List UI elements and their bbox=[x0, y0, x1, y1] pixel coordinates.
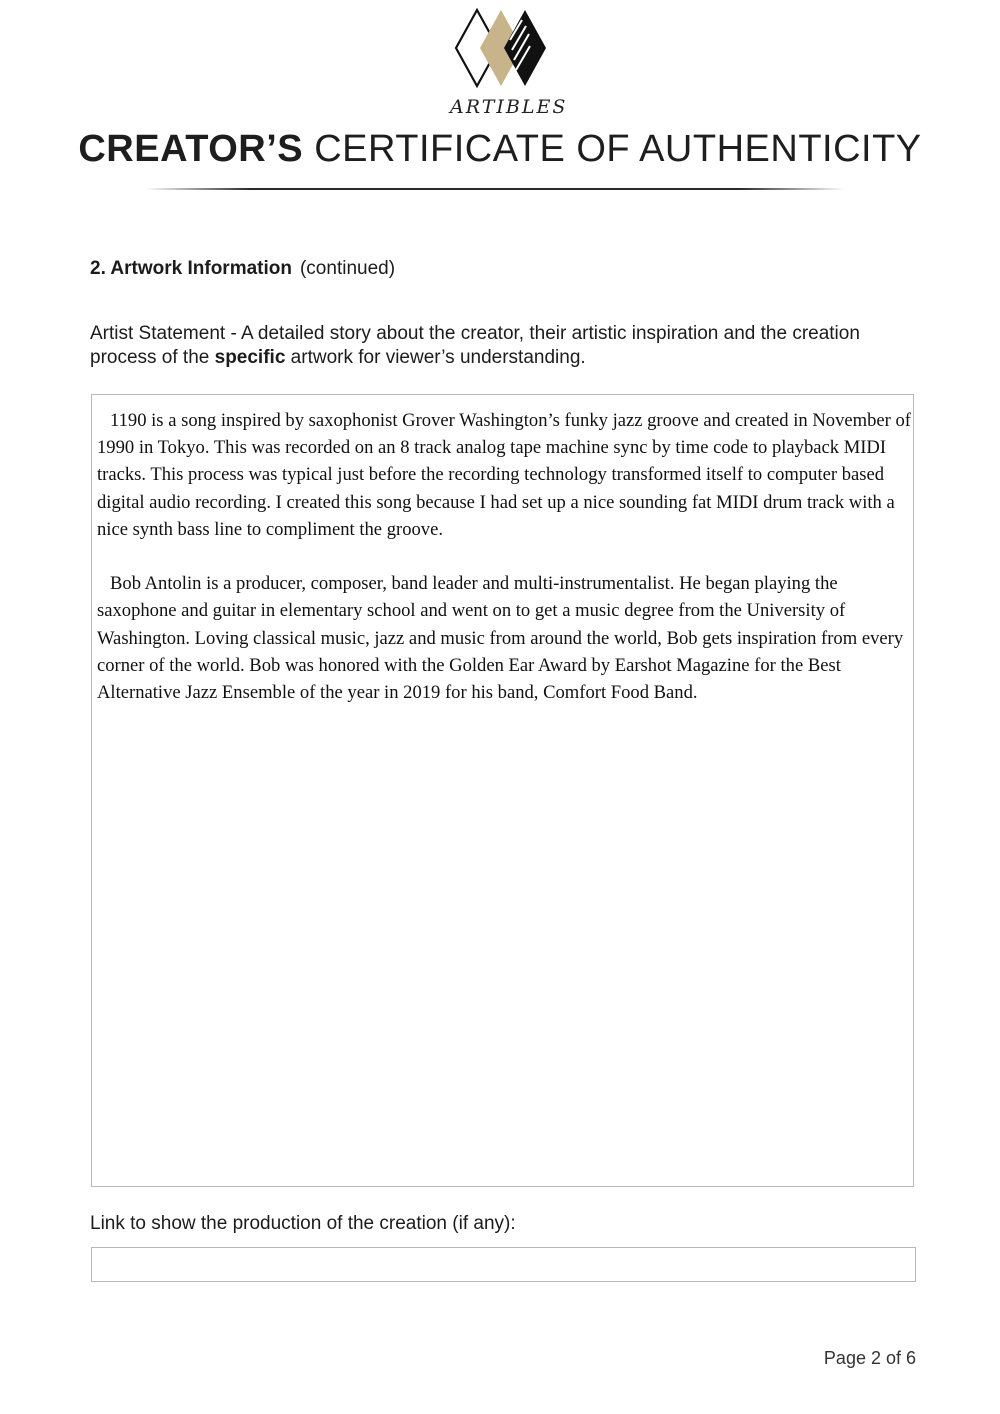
title-rest: CERTIFICATE OF AUTHENTICITY bbox=[314, 128, 922, 170]
statement-label-part2: artwork for viewer’s understanding. bbox=[285, 347, 586, 368]
logo-diamonds-icon bbox=[450, 6, 552, 94]
statement-paragraph: Bob Antolin is a producer, composer, band leader and multi-instrumentalist. He began playing the saxophone and guitar in elementary school and went on to get a music degree from the University of Washington. Loving classical music, jazz and music from around the world, Bob gets inspiration from every corner of the world. Bob was honored with the Golden Ear Award by Earshot Magazine for the Best Alternative Jazz Ensemble of the year in 2019 for his band, Comfort Food Band. bbox=[97, 573, 904, 704]
page-number: Page 2 of 6 bbox=[823, 1348, 916, 1368]
production-link-label: Link to show the production of the creation (if any): bbox=[90, 1213, 516, 1234]
title-divider bbox=[145, 188, 845, 190]
section-continued: (continued) bbox=[299, 258, 396, 279]
title-bold: CREATOR’S bbox=[78, 128, 304, 170]
artist-statement-text bbox=[97, 407, 913, 733]
section-heading bbox=[90, 258, 395, 280]
statement-label-part1: Artist Statement - A detailed story about the creator, their artistic inspiration and the creation process of the bbox=[90, 323, 860, 368]
section-title: 2. Artwork Information bbox=[90, 258, 292, 279]
artist-statement-label bbox=[90, 322, 890, 370]
production-link-field[interactable] bbox=[91, 1247, 916, 1282]
logo-wordmark: ARTIBLES bbox=[450, 96, 568, 118]
artibles-logo bbox=[450, 6, 568, 126]
statement-paragraph: 1190 is a song inspired by saxophonist Grover Washington’s funky jazz groove and created in November of 1990 in Tokyo. This was recorded on an 8 track analog tape machine sync by time code to playback MIDI tracks. This process was typical just before the recording technology transformed itself to computer based digital audio recording. I created this song because I had set up a nice sounding fat MIDI drum track with a nice synth bass line to compliment the groove. bbox=[97, 410, 911, 540]
page-title bbox=[0, 128, 1000, 171]
statement-label-emphasis: specific bbox=[214, 347, 286, 368]
